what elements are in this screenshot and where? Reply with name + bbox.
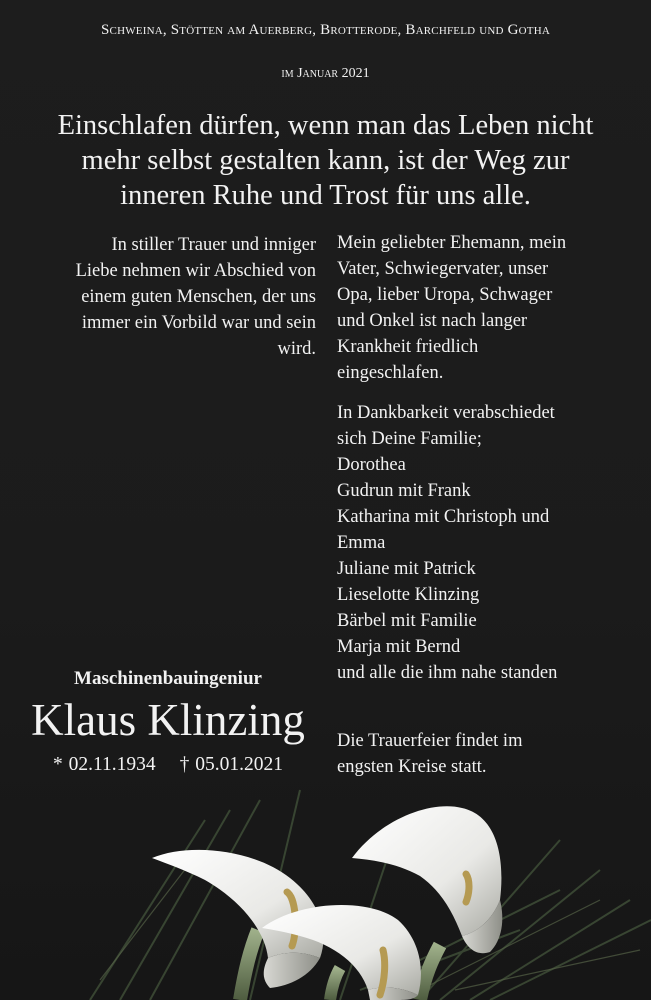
farewell-line: In stiller Trauer und inniger [111, 235, 316, 255]
farewell-line: immer ein Vorbild war und sein [81, 313, 316, 333]
funeral-line: engsten Kreise statt. [337, 757, 487, 777]
family-line: Bärbel mit Familie [337, 611, 477, 631]
announcement-line: eingeschlafen. [337, 363, 444, 383]
family-line: Emma [337, 533, 386, 553]
family-line: Marja mit Bernd [337, 637, 461, 657]
family-line: Lieselotte Klinzing [337, 585, 480, 605]
quote-line: inneren Ruhe und Trost für uns alle. [120, 180, 531, 211]
announcement-line: und Onkel ist nach langer [337, 311, 528, 331]
quote-line: Einschlafen dürfen, wenn man das Leben nicht [57, 110, 594, 141]
funeral-line: Die Trauerfeier findet im [337, 731, 523, 751]
header-places: Schweina, Stötten am Auerberg, Brotterode, Barchfeld und Gotha [100, 22, 551, 38]
funeral-notice [337, 728, 637, 780]
announcement-line: Krankheit friedlich [337, 337, 479, 357]
farewell-text [14, 232, 316, 362]
quote-line: mehr selbst gestalten kann, ist der Weg zur [81, 145, 570, 176]
family-line: Dorothea [337, 455, 406, 475]
farewell-line: wird. [277, 339, 316, 359]
farewell-line: Liebe nehmen wir Abschied von [75, 261, 316, 281]
life-dates [0, 754, 336, 776]
header-date: im Januar 2021 [281, 66, 370, 81]
right-column [337, 230, 637, 780]
family-line: Gudrun mit Frank [337, 481, 471, 501]
calla-lily-image [0, 780, 651, 1000]
family-list [337, 400, 637, 686]
announcement-line: Vater, Schwiegervater, unser [337, 259, 549, 279]
quote [20, 108, 631, 213]
death-date: † 05.01.2021 [179, 754, 284, 775]
birth-date: * 02.11.1934 [52, 754, 156, 775]
deceased-profession: Maschinenbauingeniur [74, 668, 262, 689]
family-line: In Dankbarkeit verabschiedet [337, 403, 555, 423]
family-line: sich Deine Familie; [337, 429, 482, 449]
family-line: Katharina mit Christoph und [337, 507, 550, 527]
family-line: und alle die ihm nahe standen [337, 663, 558, 683]
farewell-line: einem guten Menschen, der uns [81, 287, 316, 307]
deceased-name: Klaus Klinzing [31, 695, 305, 745]
announcement-paragraph [337, 230, 637, 386]
family-line: Juliane mit Patrick [337, 559, 476, 579]
announcement-line: Opa, lieber Uropa, Schwager [337, 285, 553, 305]
announcement-line: Mein geliebter Ehemann, mein [337, 233, 567, 253]
